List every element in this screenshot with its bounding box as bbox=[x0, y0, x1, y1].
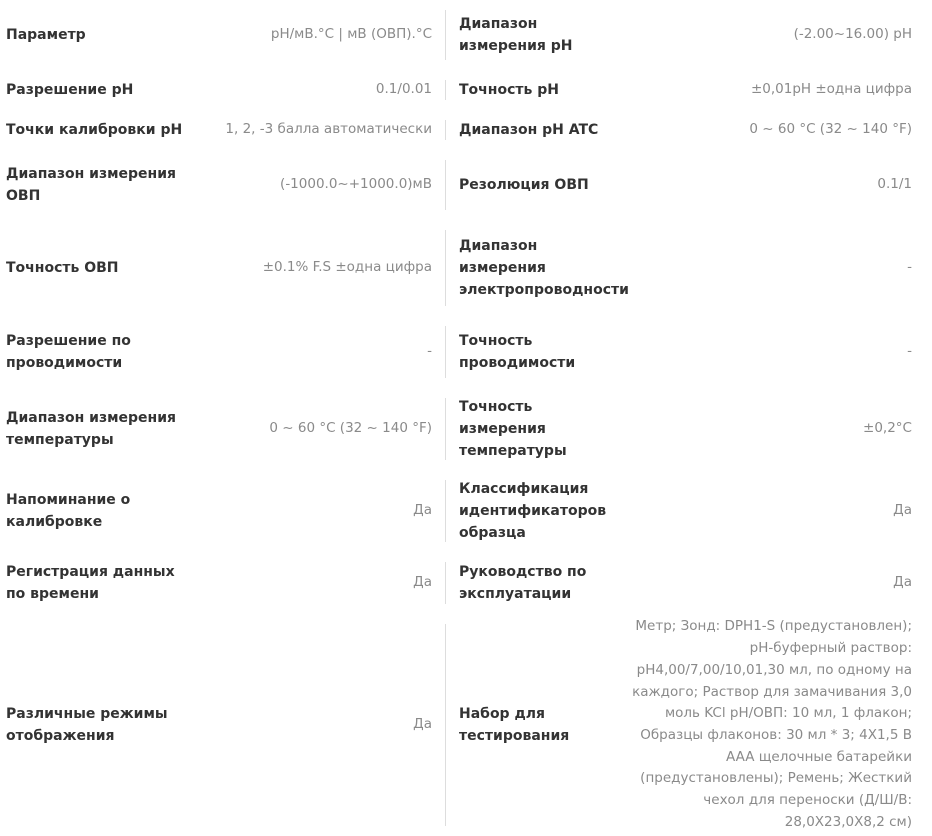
spec-label bbox=[0, 220, 196, 316]
spec-value-text: 1, 2, -3 балла автоматически bbox=[225, 121, 432, 138]
spec-value bbox=[617, 614, 912, 836]
spec-row bbox=[0, 110, 932, 150]
spec-row bbox=[0, 552, 932, 614]
spec-value bbox=[617, 470, 912, 552]
spec-label-text: Разрешение по проводимости bbox=[6, 333, 131, 371]
spec-label-text: Руководство по эксплуатации bbox=[459, 564, 587, 602]
spec-label bbox=[0, 0, 196, 70]
spec-label-text: Точки калибровки pH bbox=[6, 122, 183, 138]
spec-value bbox=[617, 150, 912, 220]
spec-value bbox=[196, 150, 432, 220]
spec-label-text: Точность измерения температуры bbox=[459, 399, 567, 459]
spec-row bbox=[0, 0, 932, 70]
spec-value bbox=[196, 0, 432, 70]
spec-label bbox=[0, 552, 196, 614]
spec-label bbox=[0, 150, 196, 220]
spec-value-text: 0.1/0.01 bbox=[375, 81, 432, 98]
spec-label-text: Точность pH bbox=[459, 82, 559, 98]
column-divider bbox=[445, 160, 446, 210]
column-gap bbox=[432, 470, 459, 552]
spec-value bbox=[196, 70, 432, 110]
column-divider bbox=[445, 80, 446, 100]
spec-value-text: (-1000.0~+1000.0)мВ bbox=[280, 176, 432, 193]
spec-value-text: ±0.1% F.S ±одна цифра bbox=[262, 259, 432, 276]
spec-row bbox=[0, 614, 932, 836]
spec-row bbox=[0, 388, 932, 470]
column-divider bbox=[445, 10, 446, 60]
spec-label bbox=[0, 614, 196, 836]
spec-label bbox=[0, 470, 196, 552]
spec-label bbox=[459, 614, 617, 836]
spec-value-text: (-2.00~16.00) pH bbox=[793, 26, 912, 43]
spec-value bbox=[196, 614, 432, 836]
column-gap bbox=[432, 388, 459, 470]
spec-value-text: 0 ~ 60 °C (32 ~ 140 °F) bbox=[269, 420, 432, 437]
spec-label bbox=[0, 316, 196, 388]
spec-value bbox=[617, 316, 912, 388]
spec-value-text: ±0,2°C bbox=[863, 420, 912, 437]
spec-value-text: Метр; Зонд: DPH1-S (предустановлен); pH-буферный раствор: pH4,00/7,00/10,01,30 мл, по одному на каждого; Раствор для замачивания 3,0 моль KCl pH/ОВП: 10 мл, 1 флакон; Образцы флаконов: 30 мл * 3; 4X1,5 В AAA щелочные батарейки (предустановлены); Ремень; Жесткий чехол для переноски (Д/Ш/В: 28,0X23,0X8,2 см) bbox=[632, 618, 912, 830]
spec-label-text: Резолюция ОВП bbox=[459, 177, 589, 193]
spec-value-text: Да bbox=[893, 574, 912, 591]
spec-value bbox=[196, 110, 432, 150]
spec-label-text: Регистрация данных по времени bbox=[6, 564, 175, 602]
column-gap bbox=[432, 110, 459, 150]
spec-value bbox=[617, 0, 912, 70]
spec-label bbox=[459, 70, 617, 110]
spec-label bbox=[459, 388, 617, 470]
spec-label-text: Набор для тестирования bbox=[459, 706, 570, 744]
spec-value-text: Да bbox=[893, 502, 912, 519]
spec-value-text: pH/мВ.°C | мВ (ОВП).°C bbox=[270, 26, 432, 43]
column-divider bbox=[445, 120, 446, 140]
spec-value bbox=[196, 552, 432, 614]
spec-value-text: 0 ~ 60 °C (32 ~ 140 °F) bbox=[749, 121, 912, 138]
column-gap bbox=[432, 0, 459, 70]
column-divider bbox=[445, 624, 446, 826]
spec-label-text: Параметр bbox=[6, 27, 86, 43]
column-gap bbox=[432, 614, 459, 836]
spec-row bbox=[0, 70, 932, 110]
spec-label bbox=[459, 552, 617, 614]
spec-value-text: - bbox=[907, 259, 912, 276]
column-divider bbox=[445, 480, 446, 542]
column-divider bbox=[445, 398, 446, 460]
spec-value-text: Да bbox=[413, 716, 432, 733]
spec-label bbox=[0, 70, 196, 110]
spec-label bbox=[459, 0, 617, 70]
column-gap bbox=[432, 150, 459, 220]
spec-label bbox=[459, 316, 617, 388]
spec-label-text: Диапазон измерения электропроводности bbox=[459, 238, 629, 298]
column-gap bbox=[432, 316, 459, 388]
spec-value-text: - bbox=[427, 343, 432, 360]
spec-label bbox=[459, 150, 617, 220]
spec-label-text: Диапазон измерения температуры bbox=[6, 410, 177, 448]
spec-row bbox=[0, 220, 932, 316]
column-gap bbox=[432, 552, 459, 614]
spec-label-text: Диапазон pH ATC bbox=[459, 122, 599, 138]
spec-label bbox=[459, 470, 617, 552]
column-divider bbox=[445, 230, 446, 306]
spec-label-text: Точность проводимости bbox=[459, 333, 576, 371]
spec-value bbox=[617, 110, 912, 150]
spec-label bbox=[0, 110, 196, 150]
spec-label-text: Классификация идентификаторов образца bbox=[459, 481, 607, 541]
spec-label-text: Различные режимы отображения bbox=[6, 706, 168, 744]
spec-value bbox=[617, 552, 912, 614]
spec-row bbox=[0, 316, 932, 388]
spec-label bbox=[459, 220, 629, 316]
spec-label-text: Точность ОВП bbox=[6, 260, 119, 276]
column-gap bbox=[432, 70, 459, 110]
spec-value bbox=[196, 316, 432, 388]
spec-label-text: Напоминание о калибровке bbox=[6, 492, 131, 530]
spec-value bbox=[196, 470, 432, 552]
spec-value bbox=[617, 70, 912, 110]
column-divider bbox=[445, 326, 446, 378]
spec-label bbox=[459, 110, 617, 150]
spec-value-text: - bbox=[907, 343, 912, 360]
spec-value-text: 0.1/1 bbox=[877, 176, 912, 193]
column-gap bbox=[432, 220, 459, 316]
spec-label-text: Диапазон измерения pH bbox=[459, 16, 573, 54]
spec-label-text: Разрешение pH bbox=[6, 82, 134, 98]
spec-value bbox=[196, 388, 432, 470]
spec-value bbox=[196, 220, 432, 316]
spec-value bbox=[617, 220, 912, 316]
spec-label bbox=[0, 388, 196, 470]
spec-value-text: Да bbox=[413, 502, 432, 519]
spec-value bbox=[617, 388, 912, 470]
spec-row bbox=[0, 470, 932, 552]
spec-value-text: Да bbox=[413, 574, 432, 591]
column-divider bbox=[445, 562, 446, 604]
spec-label-text: Диапазон измерения ОВП bbox=[6, 166, 177, 204]
spec-value-text: ±0,01pH ±одна цифра bbox=[750, 81, 912, 98]
spec-row bbox=[0, 150, 932, 220]
